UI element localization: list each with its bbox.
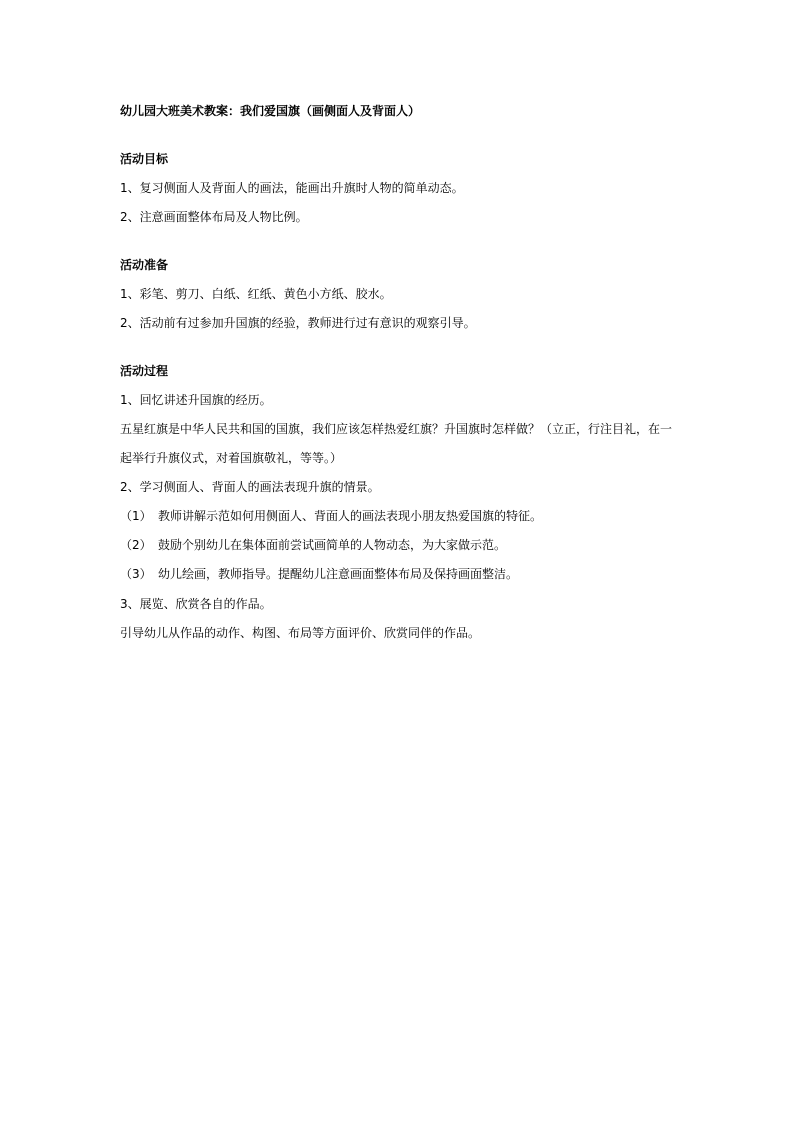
process-tail-line-2: 引导幼儿从作品的动作、构图、布局等方面评价、欣赏同伴的作品。: [120, 626, 481, 640]
process-sub-item-1: [120, 508, 542, 524]
sub-item-text: 幼儿绘画，教师指导。提醒幼儿注意画面整体布局及保持画面整洁。: [158, 567, 519, 581]
process-tail-line-1: 3、展览、欣赏各自的作品。: [120, 597, 272, 611]
sub-item-number: （2）: [120, 538, 152, 552]
process-line-4: 2、学习侧面人、背面人的画法表现升旗的情景。: [120, 480, 380, 494]
section-heading-preparation: 活动准备: [120, 258, 169, 272]
sub-item-number: （1）: [120, 509, 152, 523]
section-heading-process: 活动过程: [120, 364, 169, 378]
preparation-line-1: 1、彩笔、剪刀、白纸、红纸、黄色小方纸、胶水。: [120, 287, 392, 301]
goal-line-1: 1、复习侧面人及背面人的画法，能画出升旗时人物的简单动态。: [120, 181, 464, 195]
goal-line-2: 2、注意画面整体布局及人物比例。: [120, 210, 308, 224]
process-sub-item-2: [120, 537, 506, 553]
process-line-1: 1、回忆讲述升国旗的经历。: [120, 393, 272, 407]
sub-item-text: 教师讲解示范如何用侧面人、背面人的画法表现小朋友热爱国旗的特征。: [158, 509, 543, 523]
sub-item-number: （3）: [120, 567, 152, 581]
section-heading-goals: 活动目标: [120, 152, 169, 166]
process-line-3: 起举行升旗仪式，对着国旗敬礼，等等。）: [120, 451, 343, 465]
process-sub-item-3: [120, 566, 518, 582]
preparation-line-2: 2、活动前有过参加升国旗的经验，教师进行过有意识的观察引导。: [120, 316, 476, 330]
process-line-2: 五星红旗是中华人民共和国的国旗，我们应该怎样热爱红旗？升国旗时怎样做？（立正，行注目礼，在一: [120, 422, 673, 436]
sub-item-text: 鼓励个别幼儿在集体面前尝试画简单的人物动态，为大家做示范。: [158, 538, 507, 552]
document-title: 幼儿园大班美术教案：我们爱国旗（画侧面人及背面人）: [120, 104, 421, 118]
